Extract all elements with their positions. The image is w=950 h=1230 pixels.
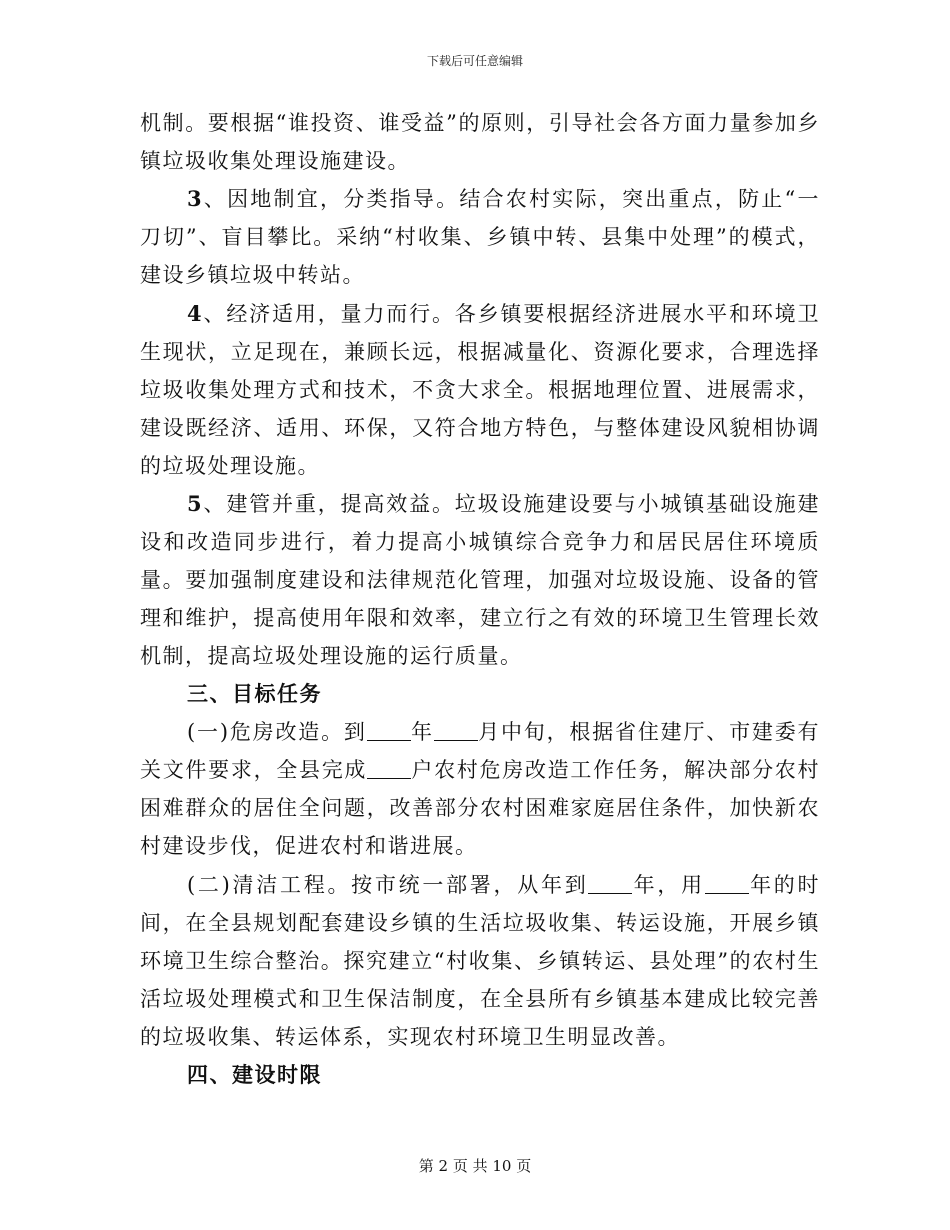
principle-number: 3 — [187, 186, 204, 212]
principle-text: 、经济适用，量力而行。各乡镇要根据经济进展水平和环境卫生现状，立足现在，兼顾长远，根据减量化、资源化要求，合理选择垃圾收集处理方式和技术，不贪大求全。根据地理位置、进展需求，建设既经济、适用、环保，又符合地方特色，与整体建设风貌相协调的垃圾处理设施。 — [140, 301, 820, 478]
section-heading-timeline: 四、建设时限 — [187, 1062, 322, 1088]
section-heading-goals: 三、目标任务 — [187, 681, 322, 707]
text-segment: (二)清洁工程。按市统一部署，从年到 — [187, 872, 589, 897]
principle-text: 、因地制宜，分类指导。结合农村实际，突出重点，防止“一刀切”、盲目攀比。采纳“村收集、乡镇中转、县集中处理”的模式，建设乡镇垃圾中转站。 — [140, 187, 820, 288]
paragraph-principle-4 — [140, 295, 820, 485]
principle-number: 5 — [187, 490, 204, 516]
fill-blank-year — [367, 722, 411, 741]
text-segment: 年，用 — [632, 872, 705, 897]
paragraph-mechanism: 机制。要根据“谁投资、谁受益”的原则，引导社会各方面力量参加乡镇垃圾收集处理设施建设。 — [140, 111, 820, 173]
text-segment: 年的时间，在全县规划配套建设乡镇的生活垃圾收集、转运设施，开展乡镇环境卫生综合整治。探究建立“村收集、乡镇转运、县处理”的农村生活垃圾处理模式和卫生保洁制度，在全县所有乡镇基本建成比较完善的垃圾收集、转运体系，实现农村环境卫生明显改善。 — [140, 872, 821, 1049]
paragraph-cleaning-project — [140, 866, 820, 1056]
fill-blank-end-year — [588, 875, 632, 894]
page-header: 下载后可任意编辑 — [426, 54, 523, 68]
fill-blank-households — [367, 760, 411, 779]
principle-number: 4 — [187, 300, 204, 326]
paragraph-housing-renovation — [140, 713, 820, 865]
paragraph-principle-5 — [140, 485, 820, 675]
text-segment: 年 — [410, 720, 434, 745]
page-footer: 第 2 页 共 10 页 — [418, 1157, 532, 1175]
fill-blank-month — [434, 722, 478, 741]
text-segment: 户农村危房改造工作任务，解决部分农村困难群众的居住全问题，改善部分农村困难家庭居住条件，加快新农村建设步伐，促进农村和谐进展。 — [140, 758, 821, 859]
principle-text: 、建管并重，提高效益。垃圾设施建设要与小城镇基础设施建设和改造同步进行，着力提高小城镇综合竞争力和居民居住环境质量。要加强制度建设和法律规范化管理，加强对垃圾设施、设备的管理和维护，提高使用年限和效率，建立行之有效的环境卫生管理长效机制，提高垃圾处理设施的运行质量。 — [140, 491, 820, 668]
text-segment: (一)危房改造。到 — [187, 720, 367, 745]
document-body — [140, 104, 820, 1094]
text-segment: 月中旬，根据省住建厅、市建委有关文件要求，全县完成 — [140, 720, 821, 783]
paragraph-principle-3 — [140, 180, 820, 294]
fill-blank-duration — [705, 875, 749, 894]
